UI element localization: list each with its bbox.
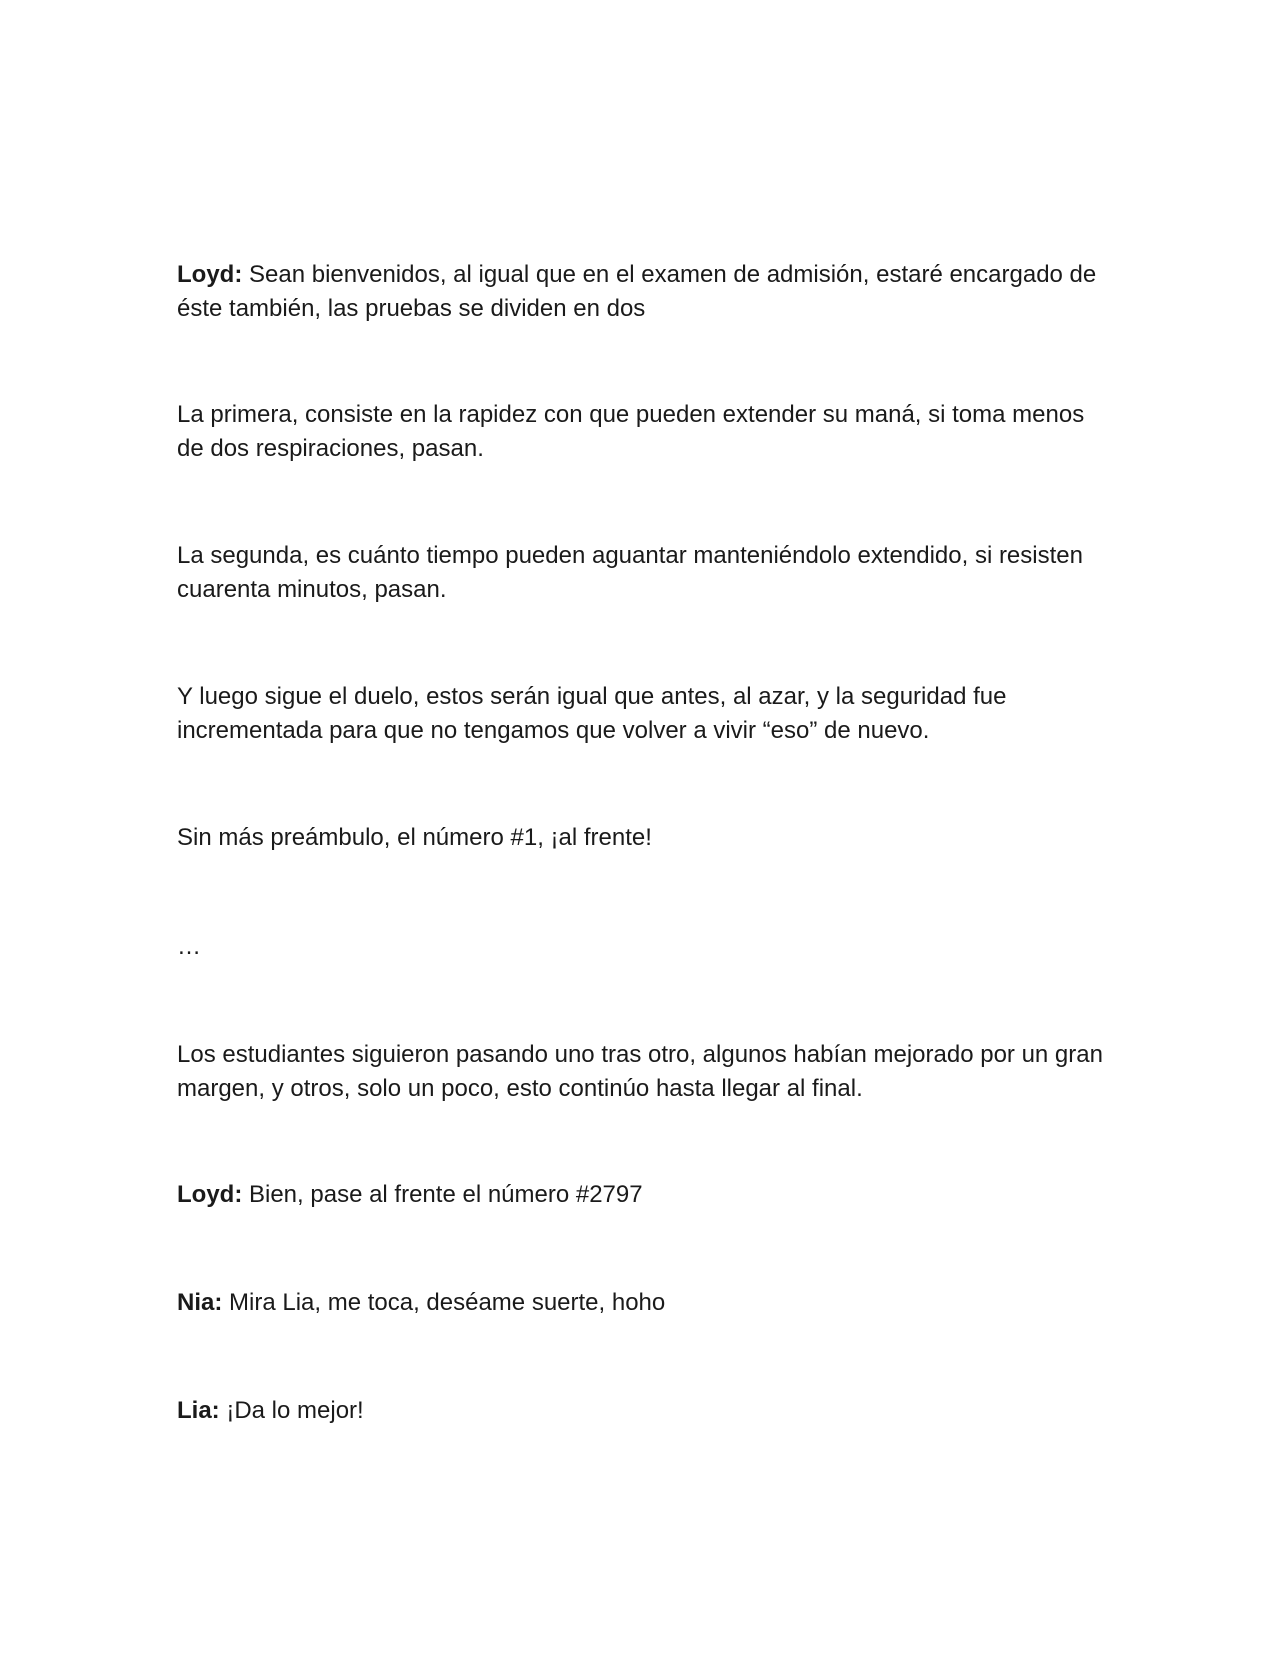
speaker-name: Lia: [177,1397,220,1424]
paragraph-text: Los estudiantes siguieron pasando uno tras otro, algunos habían mejorado por un gran margen, y otros, solo un poco, esto continúo hasta llegar al final. [177,1041,1103,1102]
paragraph-text: Y luego sigue el duelo, estos serán igual que antes, al azar, y la seguridad fue incrementada para que no tengamos que volver a vivir “eso” de nuevo. [177,683,1007,744]
narrative-paragraph [177,821,1117,855]
dialogue-paragraph [177,258,1117,326]
narrative-paragraph [177,398,1117,466]
paragraph-text: La primera, consiste en la rapidez con que pueden extender su maná, si toma menos de dos respiraciones, pasan. [177,401,1085,462]
speaker-name: Loyd: [177,261,243,288]
paragraph-text: … [177,933,201,960]
speaker-name: Nia: [177,1289,223,1316]
scene-break [177,930,1117,964]
paragraph-text: Mira Lia, me toca, deséame suerte, hoho [222,1289,666,1316]
paragraph-text: ¡Da lo mejor! [219,1397,364,1424]
paragraph-text: Sin más preámbulo, el número #1, ¡al frente! [177,824,652,851]
dialogue-paragraph [177,1286,1117,1320]
paragraph-text: Bien, pase al frente el número #2797 [242,1181,643,1208]
paragraph-text: Sean bienvenidos, al igual que en el examen de admisión, estaré encargado de éste también, las pruebas se dividen en dos [177,261,1097,322]
narrative-paragraph [177,680,1117,748]
narrative-paragraph [177,539,1117,607]
paragraph-text: La segunda, es cuánto tiempo pueden aguantar manteniéndolo extendido, si resisten cuarenta minutos, pasan. [177,542,1083,603]
speaker-name: Loyd: [177,1181,243,1208]
narrative-paragraph [177,1038,1117,1106]
dialogue-paragraph [177,1178,1117,1212]
dialogue-paragraph [177,1394,1117,1428]
